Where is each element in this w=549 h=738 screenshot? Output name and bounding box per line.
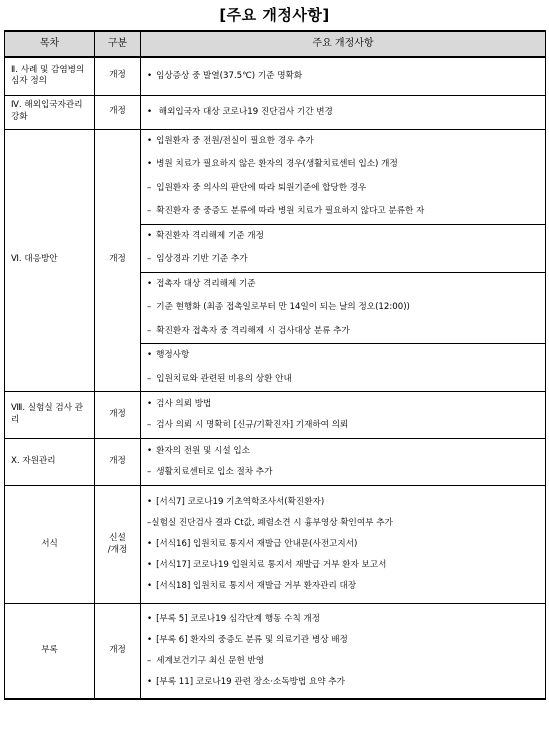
list-item: – 입원환자 중 의사의 판단에 따라 퇴원기준에 합당한 경우 — [147, 177, 539, 201]
table-row — [5, 57, 546, 95]
header-section: 목차 — [5, 31, 95, 57]
content-cell — [141, 439, 546, 486]
section-cell: Ⅵ. 대응방안 — [5, 129, 95, 392]
content-cell — [141, 129, 546, 392]
table-row — [5, 129, 546, 392]
category-cell: 개정 — [95, 604, 141, 699]
content-cell — [141, 486, 546, 604]
list-item: • 행정사항 — [141, 343, 545, 368]
header-category: 구분 — [95, 31, 141, 57]
category-cell: 개정 — [95, 129, 141, 392]
list-item: –실험실 진단검사 결과 Ct값, 폐렴소견 시 흉부영상 확인여부 추가 — [147, 518, 393, 528]
content-cell — [141, 95, 546, 129]
list-item: • [부록 6] 환자의 중증도 분류 및 의료기관 병상 배정 — [147, 630, 539, 651]
list-item: • [서식18] 입원치료 통지서 재발급 거부 환자관리 대장 — [147, 576, 539, 597]
content-cell — [141, 604, 546, 699]
list-item: – 생활치료센터로 입소 절차 추가 — [147, 462, 539, 483]
list-item: • 해외입국자 대상 코로나19 진단검사 기간 변경 — [147, 102, 539, 123]
category-cell: 개정 — [95, 57, 141, 95]
table-row — [5, 604, 546, 699]
list-item: • [서식16] 입원치료 통지서 재발급 안내문(사전고지서) — [147, 534, 539, 555]
list-item: • [부록 5] 코로나19 심각단계 행동 수칙 개정 — [147, 609, 539, 630]
category-cell: 개정 — [95, 439, 141, 486]
section-cell: Ⅳ. 해외입국자관리 강화 — [5, 95, 95, 129]
list-item: – 확진환자 접촉자 중 격리해제 시 검사대상 분류 추가 — [147, 320, 539, 344]
list-item: – 입원치료와 관련된 비용의 상환 안내 — [147, 368, 539, 392]
list-item: • [부록 11] 코로나19 관련 장소·소독방법 요약 추가 — [147, 672, 539, 693]
category-cell: 개정 — [95, 95, 141, 129]
list-item: • 확진환자 격리해제 기준 개정 — [141, 224, 545, 249]
list-item: – 확진환자 중 중증도 분류에 따라 병원 치료가 필요하지 않다고 분류한 자 — [147, 200, 539, 224]
list-item: – 세계보건기구 최신 문헌 반영 — [147, 651, 539, 672]
list-item: • 검사 의뢰 방법 — [147, 394, 539, 415]
table-row — [5, 392, 546, 439]
list-item: – 기준 현행화 (최종 접촉일로부터 만 14일이 되는 날의 정오(12:00)) — [147, 296, 539, 320]
table-body — [5, 57, 546, 699]
header-content: 주요 개정사항 — [141, 31, 546, 57]
revision-table — [4, 30, 546, 700]
category-cell: 개정 — [95, 392, 141, 439]
category-cell: 신설 /개정 — [95, 486, 141, 604]
list-item: • 접촉자 대상 격리해제 기준 — [141, 272, 545, 297]
content-cell — [141, 392, 546, 439]
list-item: • 입원환자 중 전원/전실이 필요한 경우 추가 — [147, 130, 539, 154]
list-item: • 임상증상 중 발열(37.5℃) 기준 명확화 — [147, 66, 539, 87]
content-cell — [141, 57, 546, 95]
table-row — [5, 486, 546, 604]
list-item: – 임상경과 기반 기준 추가 — [147, 248, 539, 272]
section-cell: 서식 — [5, 486, 95, 604]
page-title: [주요 개정사항] — [219, 6, 330, 24]
list-item: • 환자의 전원 및 시설 입소 — [147, 441, 539, 462]
list-item: – 검사 의뢰 시 명확히 [신규/기확진자] 기재하여 의뢰 — [147, 415, 539, 436]
table-header-row — [5, 31, 546, 57]
section-cell: Ⅱ. 사례 및 감염병의심자 정의 — [5, 57, 95, 95]
list-item: • [서식7] 코로나19 기초역학조사서(확진환자) — [147, 492, 539, 513]
list-item: • [서식17] 코로나19 입원치료 통지서 재발급 거부 환자 보고서 — [147, 555, 539, 576]
table-row — [5, 95, 546, 129]
section-cell: Ⅹ. 자원관리 — [5, 439, 95, 486]
section-cell: Ⅷ. 실험실 검사 관리 — [5, 392, 95, 439]
list-item: • 병원 치료가 필요하지 않은 환자의 경우(생활치료센터 입소) 개정 — [147, 153, 539, 177]
section-cell: 부록 — [5, 604, 95, 699]
table-row — [5, 439, 546, 486]
